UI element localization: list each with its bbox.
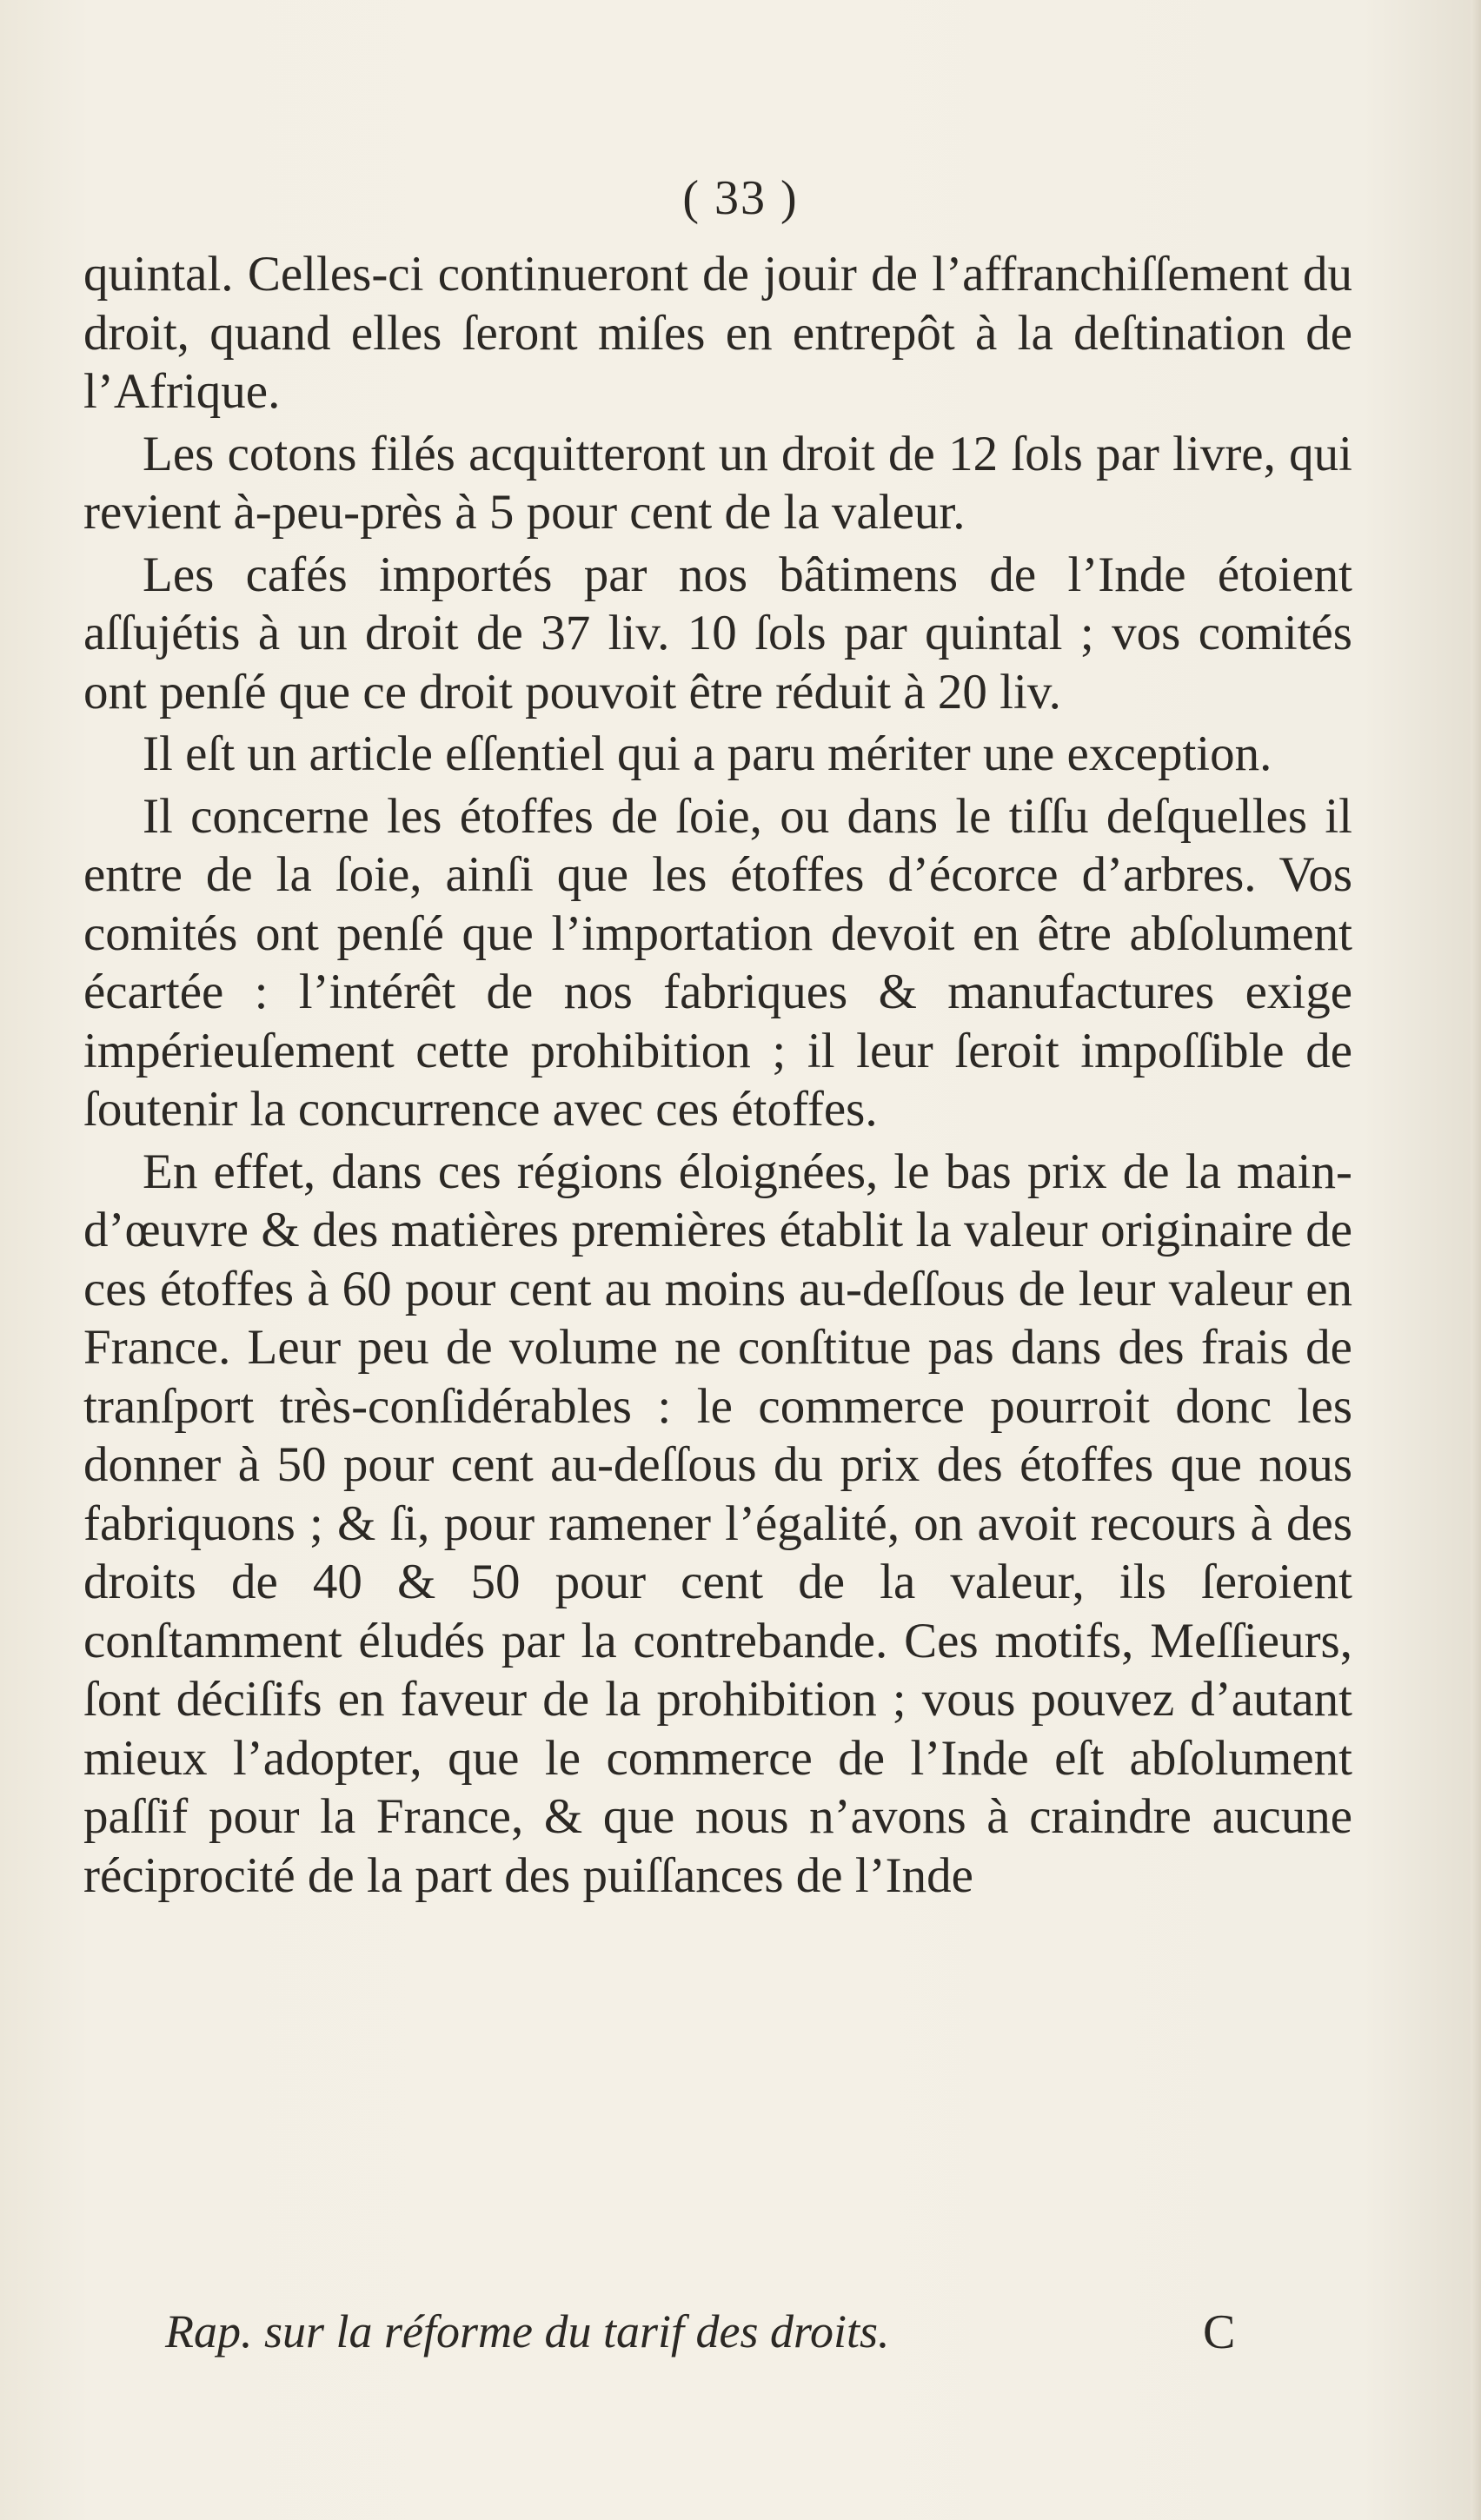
paragraph-etoffes: Il concerne les étoffes de ſoie, ou dans le tiſſu deſquelles il entre de la ſoie, ainſi que les étoffes d’écorce d’arbres. Vos comités ont penſé que l’importation devoit en être abſolument écartée : l’intérêt de nos fabriques & manufactures exige impérieuſement cette prohibition ; il leur ſeroit impoſſible de ſoutenir la concurrence avec ces étoffes. (83, 788, 1352, 1137)
page-edge (1471, 0, 1481, 2520)
body-text (83, 245, 1352, 1908)
paragraph-cafes: Les cafés importés par nos bâtimens de l’Inde étoient aſſujétis à un droit de 37 liv. 10 ſols par quintal ; vos comités ont penſé que ce droit pouvoit être réduit à 20 liv. (83, 547, 1352, 720)
paragraph-continuation: quintal. Celles-ci continueront de jouir de l’affranchiſſement du droit, quand elles ſeront miſes en entrepôt à la deſtination de l’Afrique. (83, 247, 1352, 419)
paragraph-cotons: Les cotons filés acquitteront un droit de 12 ſols par livre, qui revient à-peu-près à 5 pour cent de la valeur. (83, 426, 1352, 540)
paragraph-en-effet: En effet, dans ces régions éloignées, le bas prix de la main-d’œuvre & des matières premières établit la valeur originaire de ces étoffes à 60 pour cent au moins au-deſſous de leur valeur en France. Leur peu de volume ne conſtitue pas dans des frais de tranſport très-conſidérables : le commerce pourroit donc les donner à 50 pour cent au-deſſous du prix des étoffes que nous fabriquons ; & ſi, pour ramener l’égalité, on avoit recours à des droits de 40 & 50 pour cent de la valeur, ils ſeroient conſtamment éludés par la contrebande. Ces motifs, Meſſieurs, ſont déciſifs en faveur de la prohibition ; vous pouvez d’autant mieux l’adopter, que le commerce de l’Inde eſt abſolument paſſif pour la France, & que nous n’avons à craindre aucune réciprocité de la part des puiſſances de l’Inde (83, 1144, 1352, 1903)
running-title: Rap. sur la réforme du tarif des droits. (165, 2305, 890, 2358)
paragraph-exception: Il eſt un article eſſentiel qui a paru mériter une exception. (143, 726, 1272, 781)
page-number: ( 33 ) (682, 171, 799, 225)
signature-mark: C (1203, 2305, 1236, 2359)
